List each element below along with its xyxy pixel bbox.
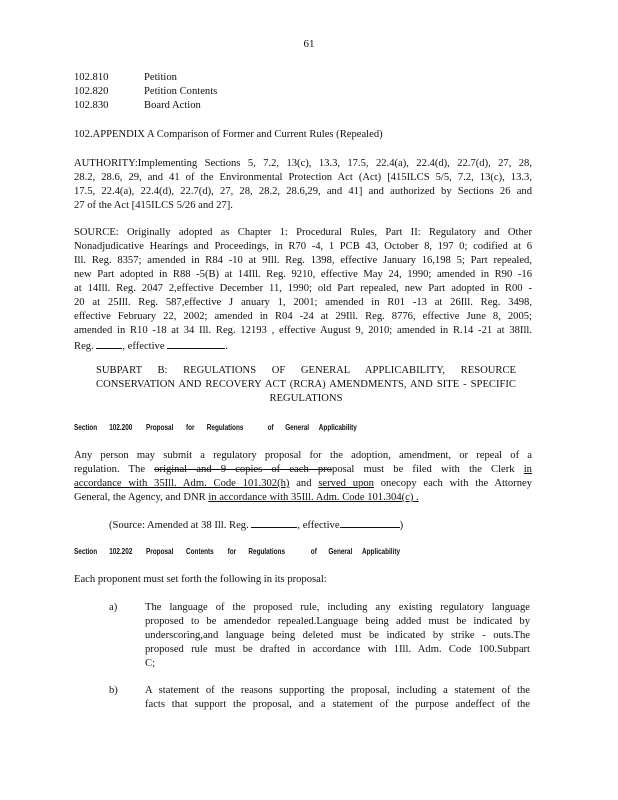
toc-title: Petition Contents [144, 86, 218, 97]
item-line: The language of the proposed rule, including any existing regulatory language [145, 602, 530, 613]
authority-line: 17.5, 22.4(a), 22.4(d), 22.7(d), 27, 28, 28.2, 28.6,29, and 41] and authorized by Sections 26 and [74, 186, 532, 197]
section-heading-102-202: Section 102.202 Proposal Contents for Regulations of General Applicability [74, 547, 401, 556]
body-line: accordance with 35Ill. Adm. Code 101.302(h) and served upon onecopy each with the Attorney [74, 478, 532, 489]
source-reg-label: Reg. [74, 341, 94, 352]
source-final-line: Reg. , effective . [74, 338, 532, 354]
item-line: proposed rule must be drafted in accordance with 1Ill. Adm. Code 100.Subpart [145, 644, 530, 655]
subpart-line: SUBPART B: REGULATIONS OF GENERAL APPLICABILITY, RESOURCE [96, 365, 516, 376]
toc-row [74, 99, 201, 113]
toc-title: Petition [144, 72, 177, 83]
added-text: in accordance with 35Ill. Adm. Code 101.304(c) . [208, 492, 419, 503]
toc-number: 102.810 [74, 72, 109, 83]
blank-line [340, 517, 400, 528]
authority-paragraph [74, 157, 532, 213]
source-line: Nonadjudicative Hearings and Proceedings, in R70 -4, 1 PCB 43, October 8, 197 0; codified at 6 [74, 241, 532, 252]
body-line: Any person may submit a regulatory proposal for the adoption, amendment, or repeal of a [74, 450, 532, 461]
item-line: A statement of the reasons supporting the proposal, including a statement of the [145, 685, 530, 696]
source-line: at 14Ill. Reg. 2047 2,effective December 11, 1990; old Part repealed, new Part adopted in R00 - [74, 283, 532, 294]
toc-row [74, 71, 177, 85]
subpart-line: REGULATIONS [269, 393, 343, 404]
added-text: served upon [318, 478, 374, 489]
deleted-text: original and 9 copies of each pro [154, 464, 333, 475]
source-line: SOURCE: Originally adopted as Chapter 1: Procedural Rules, Part II: Regulatory and Other [74, 227, 532, 238]
toc-title: Board Action [144, 100, 201, 111]
source-line: Ill. Reg. 8357; amended in R84 -10 at 9Ill. Reg. 1398, effective January 16,198 5; Part repealed, [74, 255, 532, 266]
item-line: C; [145, 658, 156, 669]
item-line: underscoring,and language being deleted must be indicated by strike - outs.The [145, 630, 530, 641]
toc-number: 102.830 [74, 100, 109, 111]
toc-number: 102.820 [74, 86, 109, 97]
section-heading-102-200: Section 102.200 Proposal for Regulations of General Applicability [74, 423, 357, 432]
blank-line [167, 338, 225, 349]
item-line: facts that support the proposal, and a statement of the purpose andeffect of the [145, 699, 530, 710]
subpart-line: CONSERVATION AND RECOVERY ACT (RCRA) AMENDMENTS, AND SITE - SPECIFIC [96, 379, 516, 390]
subpart-heading [96, 364, 516, 406]
source-line: 20 at 25Ill. Reg. 587,effective J anuary 1, 2001; amended in R01 -13 at 26Ill. Reg. 3498, [74, 297, 532, 308]
blank-line [251, 517, 297, 528]
source-line: new Part adopted in R88 -5(B) at 14Ill. Reg. 9210, effective May 24, 1990; amended in R90 -16 [74, 269, 532, 280]
page-number: 61 [303, 38, 315, 50]
appendix-title: 102.APPENDIX A Comparison of Former and Current Rules (Repealed) [74, 129, 383, 140]
item-b-body [145, 684, 530, 712]
item-label: a) [109, 602, 118, 613]
item-label: b) [109, 685, 118, 696]
source-effective-label: , effective [122, 341, 165, 352]
source-line: effective February 22, 2002; amended in R04 -24 at 29Ill. Reg. 8776, effective June 8, 2005; [74, 311, 532, 322]
source-line: amended in R10 -18 at 34 Ill. Reg. 12193 , effective August 9, 2010; amended in R.14 -21 at 38Ill. [74, 325, 532, 336]
added-text: in [523, 464, 532, 475]
added-text: accordance with 35Ill. Adm. Code 101.302(h) [74, 478, 290, 489]
source-paragraph [74, 226, 532, 354]
body-line: regulation. The original and 9 copies of each proposal must be filed with the Clerk in [74, 464, 532, 475]
authority-line: AUTHORITY:Implementing Sections 5, 7.2, 13(c), 13.3, 17.5, 22.4(a), 22.4(d), 22.7(d), 27, 28, [74, 158, 532, 169]
toc-row [74, 85, 217, 99]
item-a-body [145, 601, 530, 671]
item-line: proposed to be amendedor repealed.Language being added must be indicated by [145, 616, 530, 627]
authority-line: 28.2, 28.6, 29, and 41 of the Environmental Protection Act (Act) [415ILCS 5/5, 7.2, 13(c), 13.3, [74, 172, 532, 183]
section-202-intro: Each proponent must set forth the following in its proposal: [74, 574, 327, 585]
body-line: General, the Agency, and DNR in accordance with 35Ill. Adm. Code 101.304(c) . [74, 492, 419, 503]
section-200-body [74, 449, 532, 505]
blank-line [96, 338, 122, 349]
authority-line: 27 of the Act [415ILCS 5/26 and 27]. [74, 200, 233, 211]
source-note: (Source: Amended at 38 Ill. Reg. , effective ) [109, 517, 403, 533]
